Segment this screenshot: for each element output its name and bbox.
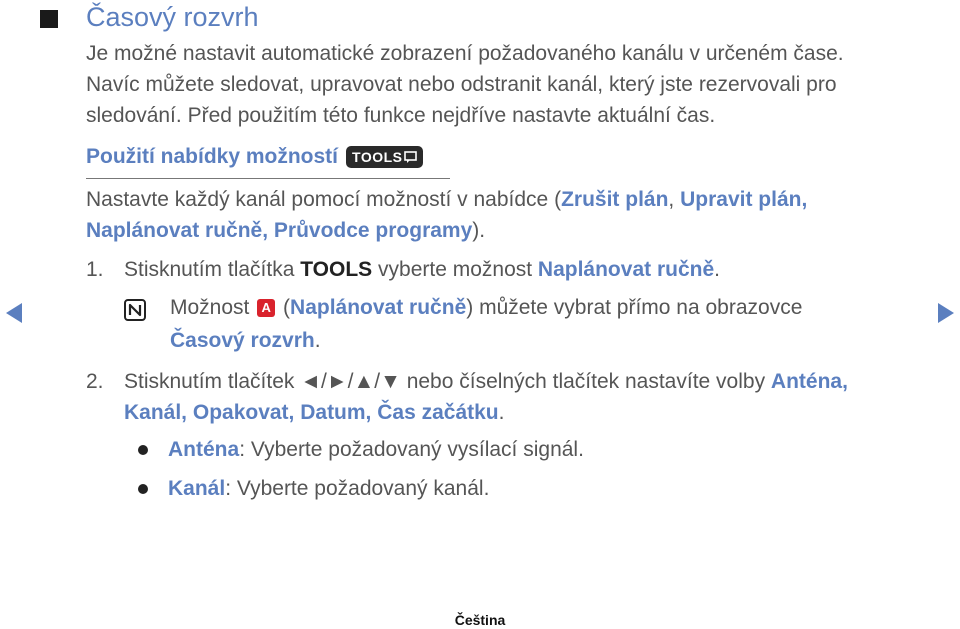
option-naplanovat-rucne: Naplánovat ručně (86, 219, 263, 242)
section-heading (86, 145, 423, 169)
page-title: Časový rozvrh (86, 2, 259, 32)
footer-language: Čeština (454, 612, 506, 628)
bullet-item-antena: Anténa: Vyberte požadovaný vysílací signál. (168, 438, 584, 461)
prev-page-arrow-icon[interactable] (6, 303, 22, 323)
step-2-text-line-1: Stisknutím tlačítek ◄/►/▲/▼ nebo číselných tlačítek nastavíte volby Anténa, (124, 370, 848, 393)
section-heading-label: Použití nabídky možností (86, 145, 339, 168)
bullet-icon (138, 445, 148, 455)
tools-button-icon: TOOLS (346, 146, 423, 168)
red-a-button-icon: A (257, 299, 275, 317)
option-pruvodce-programy: Průvodce programy (273, 219, 473, 242)
step-1-number: 1. (86, 258, 104, 281)
intro-line-1: Je možné nastavit automatické zobrazení požadovaného kanálu v určeném čase. (86, 42, 844, 65)
heading-divider (86, 178, 450, 179)
bullet-item-kanal: Kanál: Vyberte požadovaný kanál. (168, 477, 490, 500)
step-1-text: Stisknutím tlačítka TOOLS vyberte možnost Naplánovat ručně. (124, 258, 720, 281)
bullet-icon (138, 484, 148, 494)
step-2-text-line-2: Kanál, Opakovat, Datum, Čas začátku. (124, 401, 505, 424)
section-desc-line-1: Nastavte každý kanál pomocí možností v nabídce (Zrušit plán, Upravit plán, (86, 188, 808, 211)
next-page-arrow-icon[interactable] (938, 303, 954, 323)
title-square-icon (40, 10, 58, 28)
note-icon (124, 299, 146, 321)
intro-line-2: Navíc můžete sledovat, upravovat nebo odstranit kanál, který jste rezervovali pro (86, 73, 837, 96)
step-2-number: 2. (86, 370, 104, 393)
option-upravit-plan: Upravit plán (680, 188, 802, 211)
note-line-2: Časový rozvrh. (170, 329, 321, 352)
note-line-1: Možnost A (Naplánovat ručně) můžete vybrat přímo na obrazovce (170, 296, 803, 319)
section-desc-line-2: Naplánovat ručně, Průvodce programy). (86, 219, 486, 242)
intro-line-3: sledování. Před použitím této funkce nejdříve nastavte aktuální čas. (86, 104, 716, 127)
option-zrusit-plan: Zrušit plán (561, 188, 669, 211)
